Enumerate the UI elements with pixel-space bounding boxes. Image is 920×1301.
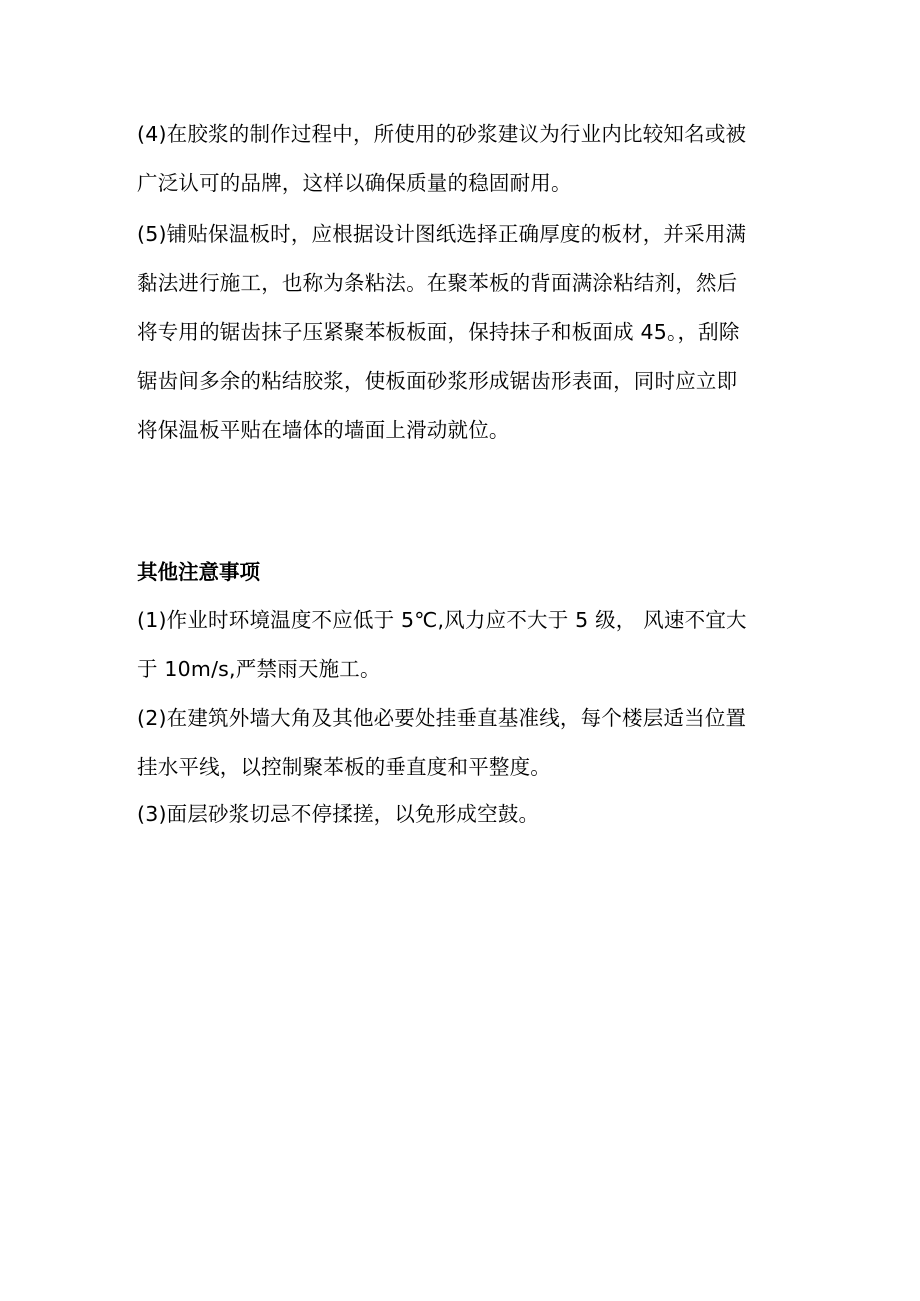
paragraph-note-3 (137, 790, 787, 839)
paragraph-line: 将专用的锯齿抹子压紧聚苯板板面，保持抹子和板面成 45。，刮除 (137, 320, 740, 344)
paragraph-line: 锯齿间多余的粘结胶浆，使板面砂浆形成锯齿形表面，同时应立即 (137, 369, 738, 393)
paragraph-line: (3)面层砂浆切忌不停揉搓，以免形成空鼓。 (137, 802, 540, 826)
paragraph-item-4 (137, 110, 787, 208)
paragraph-note-1 (137, 596, 787, 694)
paragraph-line: 黏法进行施工，也称为条粘法。在聚苯板的背面满涂粘结剂，然后 (137, 271, 738, 295)
paragraph-line: 于 10m∕s,严禁雨天施工。 (137, 657, 381, 681)
paragraph-line: 将保温板平贴在墙体的墙面上滑动就位。 (137, 418, 510, 442)
paragraph-line: (1)作业时环境温度不应低于 5℃,风力应不大于 5 级， 风速不宜大 (137, 608, 747, 632)
paragraph-line: (4)在胶浆的制作过程中，所使用的砂浆建议为行业内比较知名或被 (137, 122, 747, 146)
section-heading: 其他注意事项 (137, 560, 260, 584)
paragraph-item-5 (137, 210, 787, 455)
paragraph-line: (2)在建筑外墙大角及其他必要处挂垂直基准线，每个楼层适当位置 (137, 706, 747, 730)
paragraph-line: 挂水平线，以控制聚苯板的垂直度和平整度。 (137, 755, 551, 779)
paragraph-line: 广泛认可的品牌，这样以确保质量的稳固耐用。 (137, 171, 572, 195)
paragraph-line: (5)铺贴保温板时，应根据设计图纸选择正确厚度的板材，并采用满 (137, 222, 747, 246)
paragraph-note-2 (137, 694, 787, 792)
